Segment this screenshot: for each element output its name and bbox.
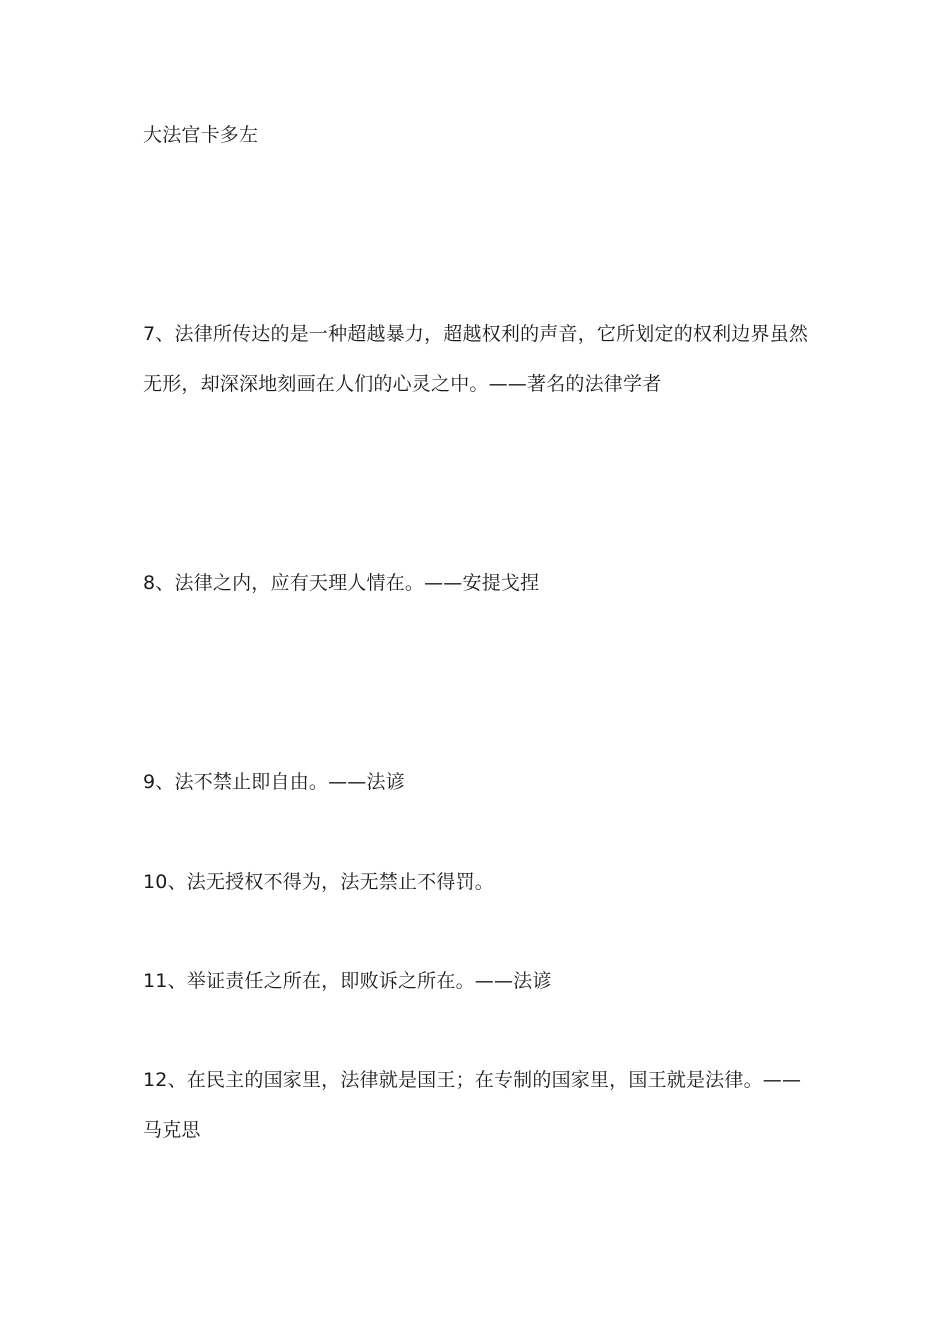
quote-11: 11、举证责任之所在，即败诉之所在。——法谚 [143,970,552,992]
quote-8: 8、法律之内，应有天理人情在。——安提戈捏 [143,572,540,594]
quote-attribution: 大法官卡多左 [143,124,259,146]
quote-12: 12、在民主的国家里，法律就是国王；在专制的国家里，国王就是法律。——马克思 [143,1069,802,1141]
quote-7: 7、法律所传达的是一种超越暴力，超越权利的声音，它所划定的权利边界虽然无形，却深深地刻画在人们的心灵之中。——著名的法律学者 [143,323,809,395]
quote-10: 10、法无授权不得为，法无禁止不得罚。 [143,871,494,893]
quote-9: 9、法不禁止即自由。——法谚 [143,771,405,793]
